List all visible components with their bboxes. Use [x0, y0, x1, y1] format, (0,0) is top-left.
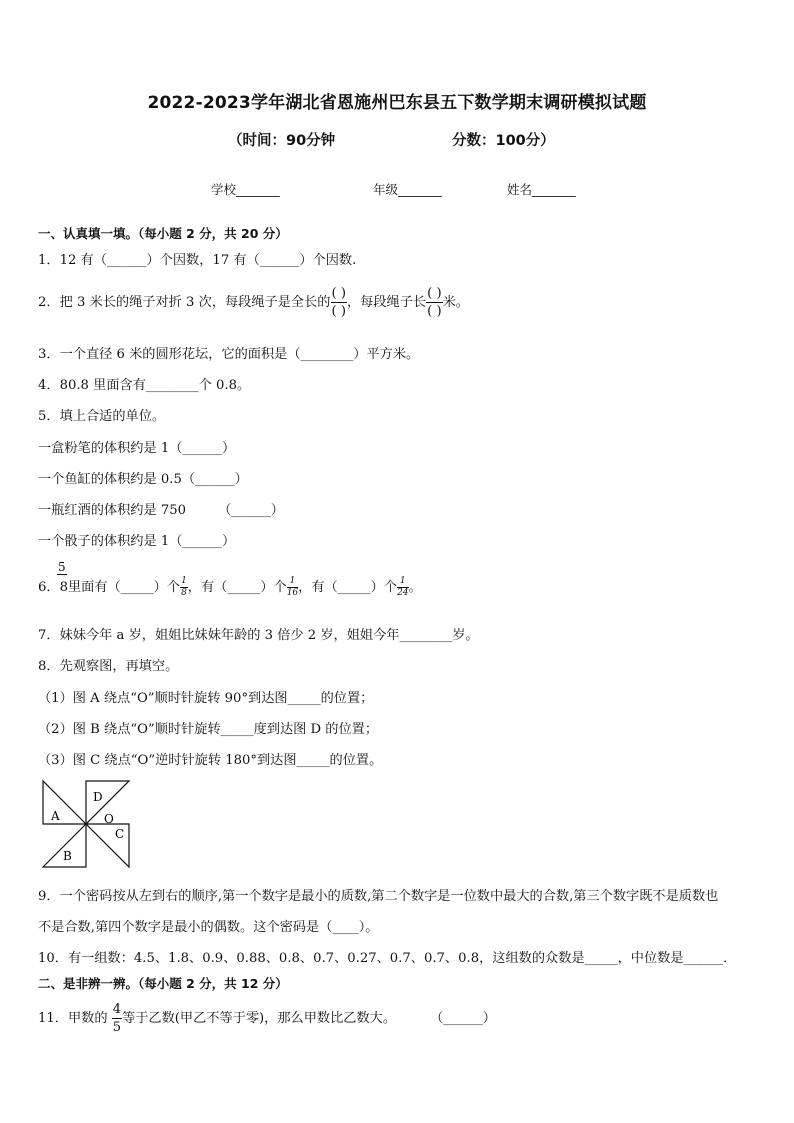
question-11-part-a: 11．甲数的 [38, 1011, 108, 1026]
question-6-denominator: 8 [59, 580, 68, 595]
question-8-sub-1: （1）图 A 绕点“O”顺时针旋转 90°到达图_____的位置； [38, 691, 374, 706]
question-10: 10．有一组数：4.5、1.8、0.9、0.88、0.8、0.7、0.27、0.7、0.7、0.8，这组数的众数是_____，中位数是______． [38, 951, 737, 966]
question-9-line-1: 9．一个密码按从左到右的顺序,第一个数字是最小的质数,第二个数字是一位数中最大的合数,第三个数字既不是质数也 [38, 889, 719, 904]
question-2-part-c: 米。 [442, 295, 469, 311]
name-field: 姓名_______ [507, 182, 576, 197]
fraction-blank-1: $\frac{( )}{( )}$ [331, 286, 346, 320]
question-5-line-3 [38, 499, 284, 518]
grade-field: 年级_______ [373, 182, 442, 197]
exam-score: 分数：100分） [452, 133, 555, 149]
section-2-heading: 二、是非辨一辨。（每小题 2 分，共 12 分） [38, 976, 288, 991]
question-6-end: 。 [408, 580, 422, 595]
question-9-line-2: 不是合数,第四个数字是最小的偶数。这个密码是（____）。 [38, 920, 379, 935]
question-6-part-2: ，有（_____）个 [187, 580, 287, 595]
school-field: 学校_______ [211, 182, 280, 197]
question-5-stem: 5．填上合适的单位。 [38, 409, 166, 424]
label-d: D [93, 790, 103, 804]
label-a: A [51, 809, 60, 823]
exam-time: （时间：90分钟 [228, 133, 336, 149]
question-8-sub-3: （3）图 C 绕点“O”逆时针旋转 180°到达图_____的位置。 [38, 753, 383, 768]
question-6-number: 6． [38, 580, 60, 595]
triangle-a [43, 781, 86, 824]
label-b: B [63, 849, 72, 863]
section-1-heading: 一、认真填一填。（每小题 2 分，共 20 分） [38, 226, 288, 241]
page-title: 2022-2023学年湖北省恩施州巴东县五下数学期末调研模拟试题 [147, 93, 647, 113]
question-5-line-3-text: 一瓶红酒的体积约是 750 [38, 503, 187, 518]
question-11-blank: （______） [430, 1011, 496, 1026]
label-c: C [115, 827, 125, 841]
rotation-figure [38, 776, 138, 874]
question-5-line-3-blank: （______） [218, 503, 284, 518]
fraction-one-sixteenth: $\frac{1}{16}$ [286, 576, 299, 598]
question-5-line-1: 一盒粉笔的体积约是 1（______） [38, 441, 236, 456]
question-6 [38, 576, 422, 598]
question-2-part-b: ，每段绳子长 [346, 295, 427, 311]
question-5-line-2: 一个鱼缸的体积约是 0.5（______） [38, 472, 248, 487]
question-3: 3．一个直径 6 米的圆形花坛，它的面积是（________）平方米。 [38, 347, 420, 362]
fraction-four-fifths: $\frac{4}{5}$ [112, 1002, 122, 1035]
question-6-numerator: 5 [58, 560, 66, 574]
question-11-part-b: 等于乙数(甲乙不等于零)，那么甲数比乙数大。 [122, 1011, 397, 1026]
question-5-line-4: 一个骰子的体积约是 1（______） [38, 534, 236, 549]
question-6-fraction-bar [57, 574, 67, 575]
question-11 [38, 1003, 496, 1034]
question-8-sub-2: （2）图 B 绕点“O”顺时针旋转_____度到达图 D 的位置； [38, 722, 379, 737]
fraction-blank-2: $\frac{( )}{( )}$ [427, 286, 442, 320]
label-o: O [104, 812, 114, 826]
question-6-part-3: ，有（_____）个 [298, 580, 398, 595]
question-7: 7．妹妹今年 a 岁，姐姐比妹妹年龄的 3 倍少 2 岁，姐姐今年________岁。 [38, 628, 479, 643]
fraction-one-twentyfourth: $\frac{1}{24}$ [397, 576, 409, 598]
question-4: 4．80.8 里面含有________个 0.8。 [38, 378, 251, 393]
question-2 [38, 287, 469, 318]
question-8-stem: 8．先观察图，再填空。 [38, 659, 179, 674]
question-1: 1．12 有（______）个因数，17 有（______）个因数. [38, 253, 357, 268]
fraction-one-eighth: $\frac{1}{8}$ [181, 576, 187, 598]
question-6-part-1: 里面有（_____）个 [67, 580, 181, 595]
question-2-part-a: 2．把 3 米长的绳子对折 3 次，每段绳子是全长的 [38, 295, 331, 311]
